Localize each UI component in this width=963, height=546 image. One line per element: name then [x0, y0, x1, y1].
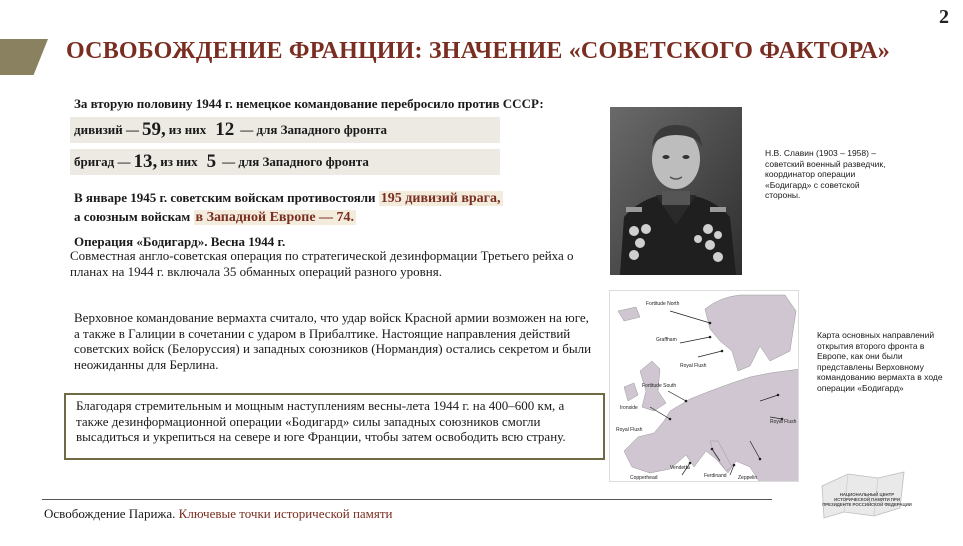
brigades-label: бригад —	[74, 154, 131, 169]
map-label-royal-flush-w: Royal Flush	[616, 427, 643, 433]
map-label-ironside: Ironside	[620, 405, 638, 411]
footer-divider	[42, 499, 772, 500]
map-label-royal-flush-n: Royal Flush	[680, 363, 707, 369]
january-line1-prefix: В январе 1945 г. советским войскам противостояли	[74, 190, 376, 205]
europe-map	[609, 290, 799, 482]
map-caption: Карта основных направлений открытия второго фронта в Европе, как они были представлены Верховному командованию вермахта в ходе операции «Бодигард»	[817, 330, 943, 393]
brigades-suffix: — для Западного фронта	[222, 154, 369, 169]
footer	[44, 506, 393, 522]
portrait-photo	[610, 107, 742, 275]
map-label-fortitude-south: Fortitude South	[642, 383, 677, 389]
map-label-copperhead: Copperhead	[630, 475, 658, 481]
wehrmacht-paragraph: Верховное командование вермахта считало, что удар войск Красной армии возможен на юге, а также в Галиции в сочетании с ударом в Прибалтике. Настоящие направления действий советских войск (Белоруссия) и западных союзников (Нормандия) остались секретом и были неожиданны для Берлина.	[74, 310, 592, 372]
brigades-band	[70, 149, 500, 175]
logo-text: НАЦИОНАЛЬНЫЙ ЦЕНТР ИСТОРИЧЕСКОЙ ПАМЯТИ ПРИ ПРЕЗИДЕНТЕ РОССИЙСКОЙ ФЕДЕРАЦИИ	[822, 492, 912, 507]
divisions-suffix: — для Западного фронта	[240, 122, 387, 137]
footer-accent: Ключевые точки исторической памяти	[178, 506, 393, 521]
page-number: 2	[939, 6, 949, 28]
brigades-total: 13,	[133, 151, 158, 172]
operation-text: Совместная англо-советская операция по стратегической дезинформации Третьего рейха о планах на 1944 г. включала 35 обманных операций разного уровня.	[70, 248, 574, 279]
divisions-west: 12	[215, 119, 235, 140]
title-accent-shape	[0, 39, 48, 75]
january-line2-prefix: а союзным войскам	[74, 209, 191, 224]
portrait-caption: Н.В. Славин (1903 – 1958) – советский военный разведчик, координатор операции «Бодигард» с советской стороны.	[765, 148, 886, 200]
map-label-royal-flush-e: Royal Flush	[770, 419, 797, 425]
operation-title: Операция «Бодигард». Весна 1944 г.	[74, 234, 286, 249]
divisions-total: 59,	[142, 119, 166, 140]
intro-text: За вторую половину 1944 г. немецкое командование перебросило против СССР:	[74, 96, 544, 111]
map-label-vendetta: Vendetta	[670, 465, 690, 471]
map-label-ferdinand: Ferdinand	[704, 473, 727, 479]
january-line2-highlight: в Западной Европе — 74.	[195, 210, 355, 225]
january-text	[74, 189, 503, 227]
portrait-image	[610, 107, 742, 275]
map-label-graffham: Graffham	[656, 337, 677, 343]
slide-title: ОСВОБОЖДЕНИЕ ФРАНЦИИ: ЗНАЧЕНИЕ «СОВЕТСКОГО ФАКТОРА»	[66, 38, 891, 64]
brigades-mid: из них	[160, 154, 198, 169]
footer-prefix: Освобождение Парижа.	[44, 506, 176, 521]
divisions-label: дивизий —	[74, 122, 140, 137]
divisions-mid: из них	[168, 122, 207, 137]
divisions-band	[70, 117, 500, 143]
conclusion-frame: Благодаря стремительным и мощным наступлениям весны-лета 1944 г. на 400–600 км, а также дезинформационной операции «Бодигард» силы западных союзников смогли высадиться и укрепиться на севере и юге Франции, чтобы затем освободить всю страну.	[64, 393, 605, 460]
brigades-west: 5	[206, 151, 217, 172]
january-line1-highlight: 195 дивизий врага,	[380, 191, 501, 206]
map-label-fortitude-north: Fortitude North	[646, 301, 680, 307]
europe-map-image	[610, 291, 799, 482]
map-label-zeppelin: Zeppelin	[738, 475, 758, 481]
